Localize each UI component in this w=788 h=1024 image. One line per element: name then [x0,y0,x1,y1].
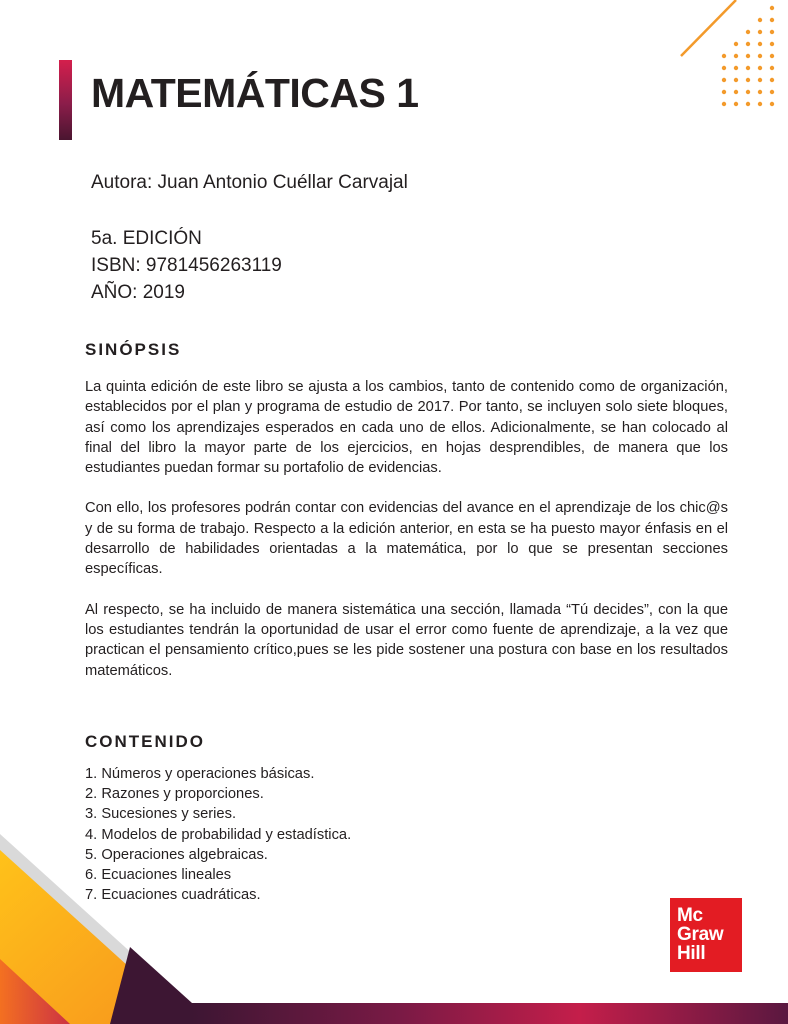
synopsis-paragraph: La quinta edición de este libro se ajusta a los cambios, tanto de contenido como de organización, establecidos por el plan y programa de estudio de 2017. Por tanto, se incluyen solo siete bloques, así como los aprendizajes esperados en cada uno de ellos. Adicionalmente, se han colocado al final del libro la mayor parte de los ejercicios, en hojas desprendibles, de manera que los estudiantes puedan formar su portafolio de evidencias. [85,379,728,477]
mcgraw-hill-logo: Mc Graw Hill [670,898,742,972]
dot-decoration [770,30,774,34]
book-metadata [91,225,282,306]
dot-decoration [734,66,738,70]
dot-decoration [758,30,762,34]
dot-decoration [746,30,750,34]
dot-decoration [746,102,750,106]
dot-decoration [746,54,750,58]
book-isbn: ISBN: 9781456263119 [91,255,282,276]
dot-decoration [734,90,738,94]
contents-item: 4. Modelos de probabilidad y estadística. [85,826,352,843]
dot-decoration [758,102,762,106]
contents-item: 2. Razones y proporciones. [85,786,264,803]
contents-item: 7. Ecuaciones cuadráticas. [85,887,261,904]
contents-item: 1. Números y operaciones básicas. [85,766,315,782]
dot-decoration [734,78,738,82]
dot-decoration [722,102,726,106]
dot-decoration [758,66,762,70]
dot-decoration [758,90,762,94]
dot-decoration [746,66,750,70]
page-title: MATEMÁTICAS 1 [91,70,419,116]
dot-decoration [770,78,774,82]
contents-item: 6. Ecuaciones lineales [85,867,232,884]
dot-decoration [758,78,762,82]
book-edition: 5a. EDICIÓN [91,228,202,249]
dot-pattern-decoration [678,0,788,115]
dot-decoration [722,66,726,70]
contents-heading: CONTENIDO [85,732,205,751]
dot-decoration [770,6,774,10]
contents-item: 5. Operaciones algebraicas. [85,846,268,863]
dot-decoration [770,18,774,22]
dot-decoration [770,54,774,58]
dot-decoration [770,90,774,94]
title-accent-bar [59,60,72,140]
bottom-gradient-strip [192,1003,788,1024]
dot-decoration [758,18,762,22]
synopsis-paragraph: Al respecto, se ha incluido de manera sistemática una sección, llamada “Tú decides”, con la que los estudiantes tendrán la oportunidad de usar el error como fuente de aprendizaje, a la vez que practican el pensamiento crítico,pues se les pide sostener una postura con base en los resultados matemáticos. [85,601,728,679]
synopsis-paragraph: Con ello, los profesores podrán contar con evidencias del avance en el aprendizaje de los chic@s y de su forma de trabajo. Respecto a la edición anterior, en esta se ha puesto mayor énfasis en el desarrollo de habilidades orientadas a la matemática, por lo que se presentan secciones específicas. [85,500,728,578]
synopsis-heading: SINÓPSIS [85,340,182,359]
dot-decoration [722,78,726,82]
dot-decoration [722,90,726,94]
corner-triangle-decoration [0,834,210,1024]
book-year: AÑO: 2019 [91,282,185,303]
dot-decoration [746,42,750,46]
dot-decoration [758,54,762,58]
dot-decoration [746,78,750,82]
dot-decoration [734,102,738,106]
dot-decoration [758,42,762,46]
dot-decoration [722,54,726,58]
dot-decoration [770,42,774,46]
contents-item: 3. Sucesiones y series. [85,806,237,823]
dot-decoration [734,42,738,46]
dot-decoration [770,66,774,70]
dot-decoration [770,102,774,106]
book-author: Autora: Juan Antonio Cuéllar Carvajal [91,172,408,193]
synopsis-body [85,377,728,701]
dot-decoration [734,54,738,58]
dot-decoration [746,90,750,94]
